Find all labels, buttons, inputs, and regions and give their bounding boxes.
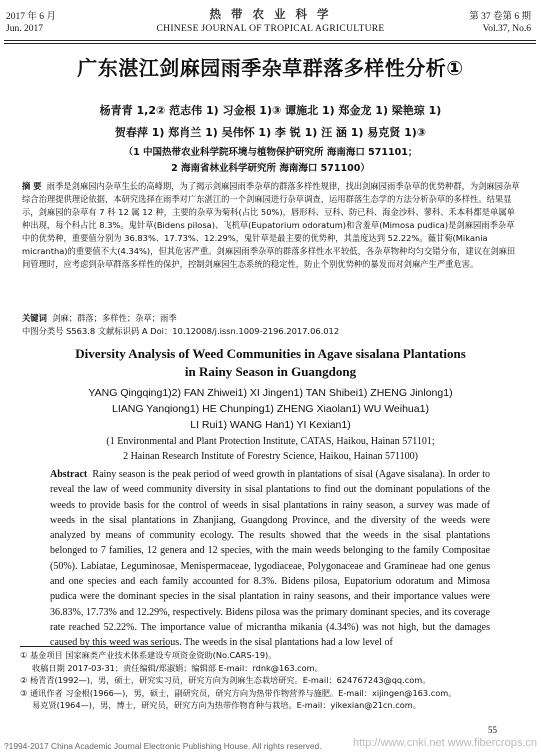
authors-en-line-2: LIANG Yanqiong1) HE Chunping1) ZHENG Xiaolan1) WU Weihua1): [112, 403, 429, 415]
keywords-cn: [22, 312, 520, 325]
paper-title-en-2: in Rainy Season in Guangdong: [184, 364, 357, 379]
authors-cn-line-1: 杨青青 1,2② 范志伟 1) 习金根 1)③ 谭施北 1) 郑金龙 1) 梁艳琼 1): [99, 104, 442, 117]
abstract-cn-text: 雨季是剑麻园内杂草生长的高峰期，为了揭示剑麻园雨季杂草的群落多样性规律，找出剑麻园雨季杂草的优势种群，为剑麻园杂草综合治理提供理论依据，本研究选择在雨季对广东湛江的一个剑麻园进行杂草调查，运用群落生态学的方法分析杂草的多样性。结果显示，剑麻园的杂草有 7 科 12 属 12 种，主要的杂草为菊科(占比 50%)，唇形科、豆科、防已科、海金沙科、蓼科、禾本科都是单属单种出现，每个科占比 8.3%。鬼针草(Bidens pilosa)、飞机草(Eupatorium odoratum)和含羞草(Mimosa pudica)是剑麻园雨季杂草中的优势种，重要值分别为 36.83%、17.73%、12.29%，鬼针草是最主要的优势种，其盖度达到 52.22%。薇甘菊(Mikania micrantha)的重要值不大(4.34%)，但其危害严重。剑麻园雨季杂草的群落多样性水平较低，各杂草物种均匀交错分布，建议在剑麻田间管理时，应考虑到杂草群落多样性的保护，控制剑麻园生态系统的稳定性，防止个别优势种的暴发而对剑麻产生严重危害。: [22, 181, 520, 269]
header-volume-cn: 第 37 卷第 6 期: [469, 12, 531, 22]
header-date-cn: 2017 年 6 月: [6, 12, 56, 22]
keywords-cn-text: 剑麻；群落；多样性；杂草；雨季: [52, 313, 177, 323]
authors-en-line-1: YANG Qingqing1)2) FAN Zhiwei1) XI Jingen1) TAN Shibei1) ZHENG Jinlong1): [88, 387, 453, 399]
footnote-received: 收稿日期 2017-03-31；责任编辑/郑淑娟；编辑部 E-mail：rdnk@163.com。: [32, 662, 323, 673]
header-rule-thin: [4, 43, 536, 44]
abstract-en: [50, 467, 490, 651]
footnote-author-1: ② 杨青青(1992—)，男，硕士，研究实习员，研究方向为剑麻生态栽培研究。E-mail：624767243@qq.com。: [20, 675, 431, 685]
footer-watermark: http://www.cnki.net www.fibercrops.cn: [352, 737, 537, 749]
affiliation-en-2: 2 Hainan Research Institute of Forestry Science, Haikou, Hainan 571100): [123, 451, 418, 462]
paper-title-en-1: Diversity Analysis of Weed Communities in Agave sisalana Plantations: [75, 346, 466, 361]
footnotes: [20, 649, 530, 712]
page-number: 55: [488, 725, 497, 735]
footer-copyright: ?1994-2017 China Academic Journal Electronic Publishing House. All rights reserved.: [4, 741, 322, 751]
footnote-fund: ① 基金项目 国家麻类产业技术体系建设专项资金资助(No.CARS-19)。: [20, 650, 277, 660]
journal-name-en: CHINESE JOURNAL OF TROPICAL AGRICULTURE: [156, 24, 385, 34]
footnote-rule: [20, 646, 170, 647]
journal-name-cn: 热 带 农 业 科 学: [209, 7, 332, 21]
affiliation-cn-2: 2 海南省林业科学研究所 海南海口 571100）: [171, 163, 370, 174]
header-volume-en: Vol.37, No.6: [482, 24, 531, 34]
authors-en-line-3: LI Rui1) WANG Han1) YI Kexian1): [190, 419, 351, 431]
affiliation-en-1: (1 Environmental and Plant Protection Institute, CATAS, Haikou, Hainan 571101;: [106, 436, 435, 447]
header-rule: [4, 40, 536, 41]
affiliation-cn-1: （1 中国热带农业科学院环境与植物保护研究所 海南海口 571101；: [123, 147, 418, 158]
footnote-corresponding: ③ 通讯作者 习金根(1966—)，男，硕士，副研究员，研究方向为热带作物营养与施肥。E-mail：xijingen@163.com。: [20, 687, 457, 698]
abstract-en-text: Rainy season is the peak period of weed growth in plantations of sisal (Agave sisalana). In order to reveal the law of weed community diversity in sisal plantations to find out the dominant populations of the weeds to provide basis for the control of weeds in sisal plantations in rainy season, a survey was made of weeds in the sisal plantations in Zhanjiang, Guangdong Province, and the diversity of the weeds were analyzed by means of community ecology. The results showed that the weeds in the sisal plantations belonged to 7 families, 12 genera and 12 species, with the main weeds belonging to the family Compositae (50%). Labiatae, Leguminosae, Menispermaceae, lygodiaceae, Polygonaceae and Gramineae had one genus and one species and each family accounted for 8.3%. Bidens pilosa, Eupatorium odoratum and Mimosa pudica were the dominant species in the sisal plantation in rainy seasons, and their importance values were 36.83%, 17.73% and 12.29%, respectively. Bidens pilosa was the primary dominant species, and its coverage rate reached 52.22%. The importance value of micrantha mikania (4.34%) was not high, but the damages caused by this weed was serious. The weeds in the sisal plantations had a low level of: [50, 469, 490, 649]
abstract-cn: [22, 180, 520, 271]
classification-cn: 中图分类号 S563.8 文献标识码 A Doi：10.12008/j.issn.1009-2196.2017.06.012: [22, 326, 340, 336]
abstract-cn-label: 摘 要: [22, 181, 42, 191]
footnote-author-2: 易克贤(1964—)，男，博士，研究员，研究方向为热带作物育种与栽培。E-mail：yikexian@21cn.com。: [32, 700, 421, 710]
header-date-en: Jun. 2017: [6, 24, 43, 34]
authors-cn-line-2: 贺春萍 1) 郑肖兰 1) 吴伟怀 1) 李 锐 1) 汪 涵 1) 易克贤 1)③: [114, 126, 427, 139]
abstract-en-label: Abstract: [50, 469, 88, 480]
paper-title-cn: 广东湛江剑麻园雨季杂草群落多样性分析①: [77, 56, 464, 80]
keywords-cn-label: 关键词: [22, 313, 47, 323]
